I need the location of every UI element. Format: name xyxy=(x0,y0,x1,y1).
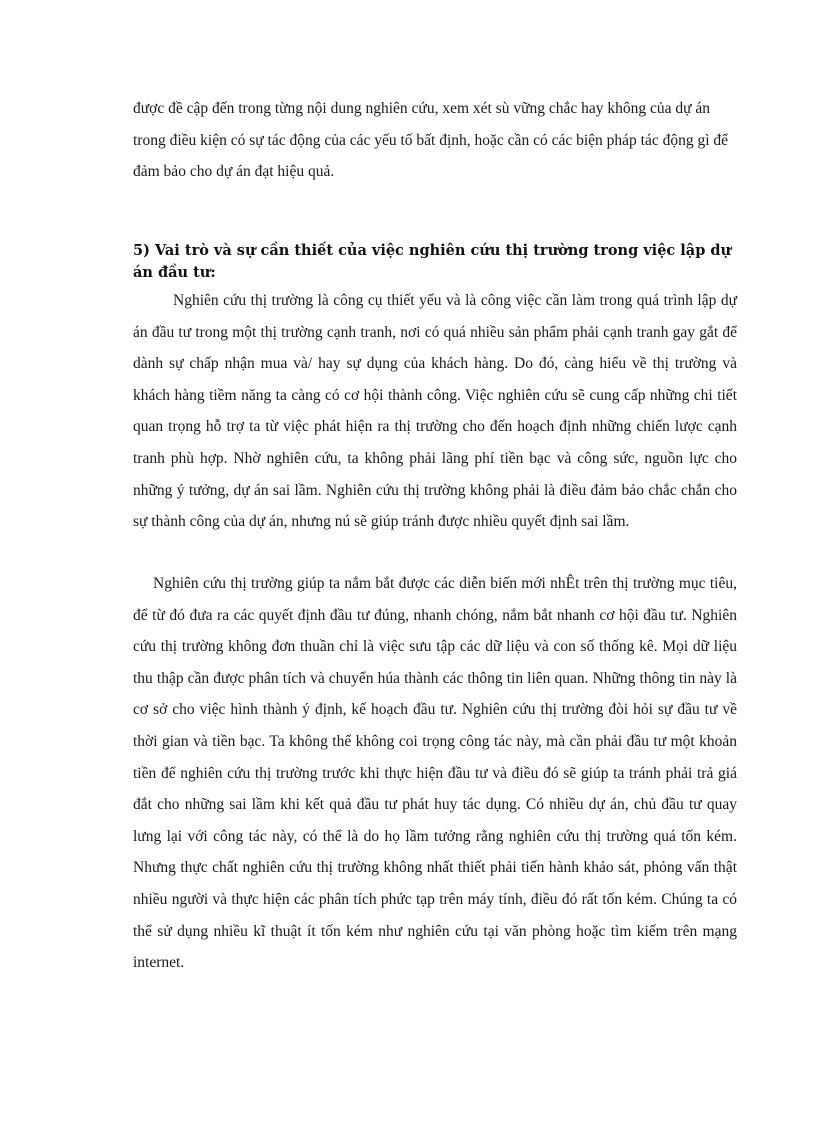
intro-paragraph: được đề cập đến trong từng nội dung nghiên cứu, xem xét sù vững chắc hay không của dự án trong điều kiện có sự tác động của các yếu tố bất định, hoặc cần có các biện pháp tác động gì để đảm bảo cho dự án đạt hiệu quả. xyxy=(133,100,729,181)
body-paragraph-market-research-role: Nghiên cứu thị trường là công cụ thiết yếu và là công việc cần làm trong quá trình lập dự án đầu tư trong một thị trường cạnh tranh, nơi có quá nhiều sản phẩm phải cạnh tranh gay gắt để dành sự chấp nhận mua và/ hay sự dụng của khách hàng. Do đó, càng hiểu về thị trường và khách hàng tiềm năng ta càng có cơ hội thành công. Việc nghiên cứu sẽ cung cấp những chi tiết quan trọng hỗ trợ ta từ việc phát hiện ra thị trường cho đến hoạch định những chiến lược cạnh tranh phù hợp. Nhờ nghiên cứu, ta không phải lãng phí tiền bạc và công sức, nguồn lực cho những ý tưởng, dự án sai lầm. Nghiên cứu thị trường không phải là điều đảm bảo chắc chắn cho sự thành công của dự án, nhưng nú sẽ giúp tránh được nhiều quyết định sai lầm. xyxy=(133,292,737,531)
body-paragraph-market-research-benefits: Nghiên cứu thị trường giúp ta nắm bắt được các diễn biến mới nhÊt trên thị trường mục tiêu, để từ đó đưa ra các quyết định đầu tư đúng, nhanh chóng, nắm bắt nhanh cơ hội đầu tư. Nghiên cứu thị trường không đơn thuần chỉ là việc sưu tập các dữ liệu và con số thống kê. Mọi dữ liệu thu thập cần được phân tích và chuyển húa thành các thông tin liên quan. Những thông tin này là cơ sở cho việc hình thành ý định, kế hoạch đầu tư. Nghiên cứu thị trường đòi hỏi sự đầu tư về thời gian và tiền bạc. Ta không thể không coi trọng công tác này, mà cần phải đầu tư một khoản tiền để nghiên cứu thị trường trước khi thực hiện đầu tư và điều đó sẽ giúp ta tránh phải trả giá đắt cho những sai lầm khi kết quả đầu tư phát huy tác dụng. Có nhiều dự án, chủ đầu tư quay lưng lại với công tác này, có thể là do họ lầm tưởng rằng nghiên cứu thị trường quá tốn kém. Nhưng thực chất nghiên cứu thị trường không nhất thiết phải tiến hành khảo sát, phỏng vấn thật nhiều người và thực hiện các phân tích phức tạp trên máy tính, điều đó rất tốn kém. Chúng ta có thể sử dụng nhiều kĩ thuật ít tốn kém như nghiên cứu tại văn phòng hoặc tìm kiếm trên mạng internet. xyxy=(133,575,737,972)
section-heading: 5) Vai trò và sự cần thiết của việc nghiên cứu thị trường trong việc lập dự án đầu tư: xyxy=(133,242,732,281)
